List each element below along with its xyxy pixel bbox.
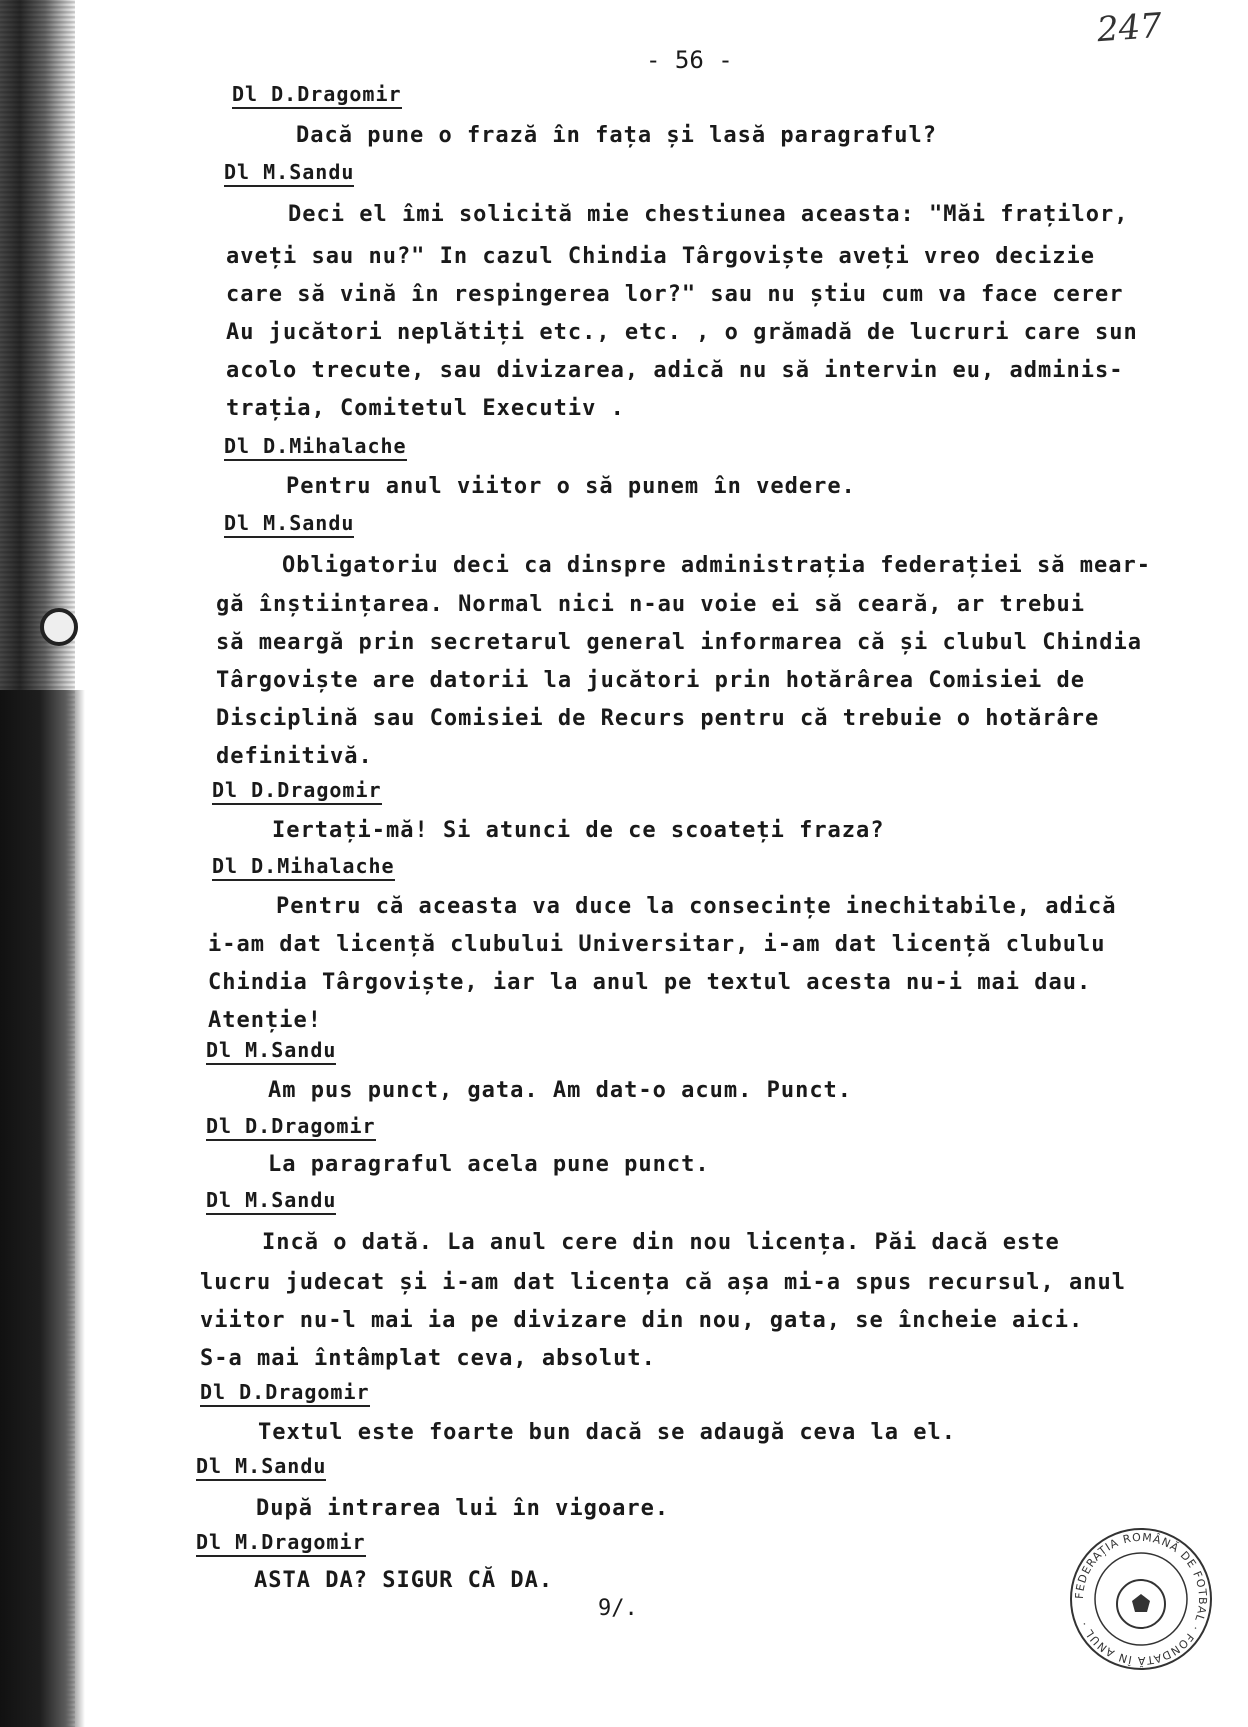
- speaker-label: Dl D.Dragomir: [206, 1114, 376, 1141]
- speech-line: Au jucători neplătiți etc., etc. , o grămadă de lucruri care sun: [226, 320, 1138, 345]
- speech-line: Iertați-mă! Si atunci de ce scoateți fraza?: [272, 818, 885, 843]
- speech-line: Chindia Târgoviște, iar la anul pe textul acesta nu-i mai dau.: [208, 970, 1092, 995]
- speaker-label: Dl M.Sandu: [206, 1038, 336, 1065]
- speech-line: Atenție!: [208, 1008, 322, 1033]
- speech-line: Textul este foarte bun dacă se adaugă ceva la el.: [258, 1420, 957, 1445]
- binding-shadow: [0, 690, 85, 1727]
- speech-line: viitor nu-l mai ia pe divizare din nou, gata, se încheie aici.: [200, 1308, 1084, 1333]
- speaker-label: Dl D.Dragomir: [212, 778, 382, 805]
- speech-line: i-am dat licență clubului Universitar, i-am dat licență clubulu: [208, 932, 1106, 957]
- speech-line: Disciplină sau Comisiei de Recurs pentru că trebuie o hotărâre: [216, 706, 1100, 731]
- speech-line: lucru judecat și i-am dat licența că așa mi-a spus recursul, anul: [200, 1270, 1126, 1295]
- speaker-label: Dl M.Sandu: [206, 1188, 336, 1215]
- speaker-label: Dl M.Sandu: [224, 160, 354, 187]
- federation-stamp: [1066, 1524, 1216, 1674]
- speech-line: trația, Comitetul Executiv .: [226, 396, 625, 421]
- speech-line: Obligatoriu deci ca dinspre administrația federației să mear-: [282, 553, 1151, 578]
- speech-line: definitivă.: [216, 744, 373, 769]
- stamp-text: FEDERAȚIA ROMÂNĂ DE FOTBAL · FONDATĂ ÎN ANUL ·: [1072, 1530, 1210, 1668]
- speaker-label: Dl D.Dragomir: [200, 1380, 370, 1407]
- speech-line: ASTA DA? SIGUR CĂ DA.: [254, 1568, 554, 1593]
- speaker-label: Dl M.Sandu: [224, 511, 354, 538]
- speech-line: să meargă prin secretarul general informarea că și clubul Chindia: [216, 630, 1142, 655]
- speech-line: Dacă pune o frază în fața și lasă paragraful?: [296, 123, 938, 148]
- speech-line: acolo trecute, sau divizarea, adică nu să intervin eu, adminis-: [226, 358, 1124, 383]
- football-patch: [1132, 1594, 1150, 1612]
- binding-ring: [40, 608, 78, 646]
- page-number: - 56 -: [646, 46, 733, 74]
- speech-line: După intrarea lui în vigoare.: [256, 1496, 670, 1521]
- speaker-label: Dl M.Dragomir: [196, 1530, 366, 1557]
- speech-line: Deci el îmi solicită mie chestiunea aceasta: "Măi fraților,: [288, 202, 1129, 227]
- speech-line: La paragraful acela pune punct.: [268, 1152, 710, 1177]
- page-end-mark: 9/.: [598, 1596, 638, 1621]
- speaker-label: Dl D.Mihalache: [212, 854, 395, 881]
- speech-line: Incă o dată. La anul cere din nou licența. Păi dacă este: [262, 1230, 1060, 1255]
- speech-line: Târgoviște are datorii la jucători prin hotărârea Comisiei de: [216, 668, 1085, 693]
- archive-number: 247: [1095, 5, 1164, 51]
- speaker-label: Dl D.Mihalache: [224, 434, 407, 461]
- speech-line: Pentru anul viitor o să punem în vedere.: [286, 474, 856, 499]
- speech-line: gă înștiințarea. Normal nici n-au voie ei să ceară, ar trebui: [216, 592, 1085, 617]
- speaker-label: Dl M.Sandu: [196, 1454, 326, 1481]
- speech-line: aveți sau nu?" In cazul Chindia Târgoviște aveți vreo decizie: [226, 244, 1095, 269]
- speaker-label: Dl D.Dragomir: [232, 82, 402, 109]
- speech-line: care să vină în respingerea lor?" sau nu știu cum va face cerer: [226, 282, 1124, 307]
- speech-line: Pentru că aceasta va duce la consecințe inechitabile, adică: [276, 894, 1117, 919]
- speech-line: S-a mai întâmplat ceva, absolut.: [200, 1346, 656, 1371]
- speech-line: Am pus punct, gata. Am dat-o acum. Punct.: [268, 1078, 853, 1103]
